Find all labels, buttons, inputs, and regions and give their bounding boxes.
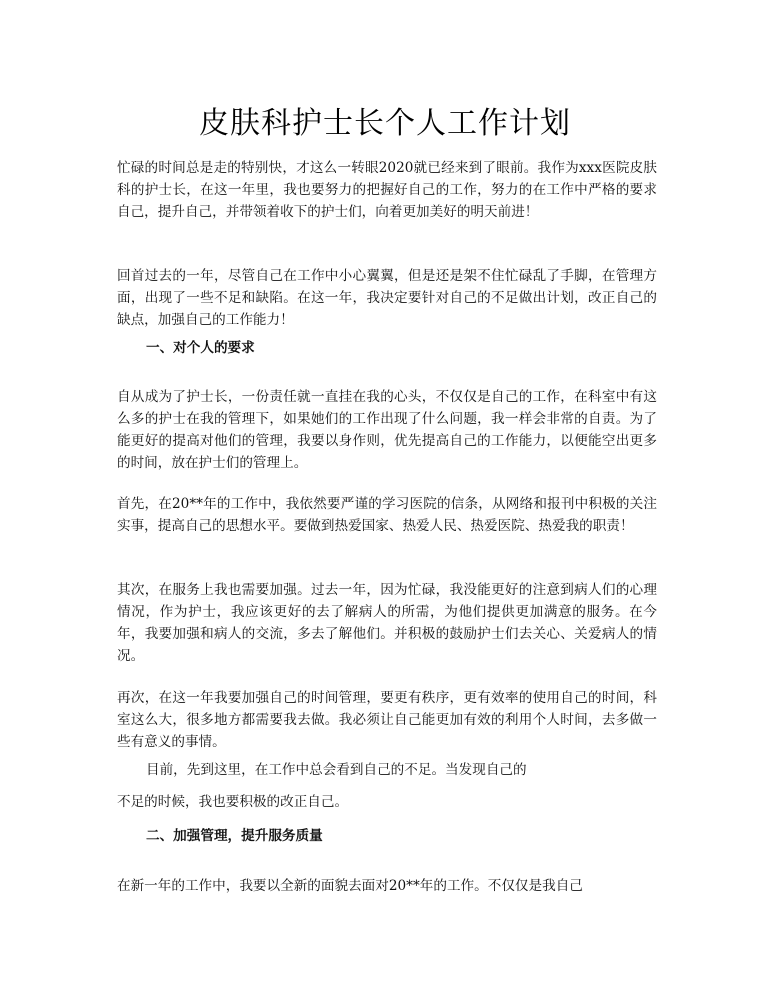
paragraph-review: 回首过去的一年，尽管自己在工作中小心翼翼，但是还是架不住忙碌乱了手脚，在管理方面，出现了一些不足和缺陷。在这一年，我决定要针对自己的不足做出计划，改正自己的缺点，加强自己的工作能力！: [117, 268, 657, 328]
section-heading-personal-requirements: 一、对个人的要求: [146, 340, 255, 356]
paragraph-current: 目前，先到这里，在工作中总会看到自己的不足。当发现自己的: [146, 762, 527, 778]
paragraph-first: 首先，在20**年的工作中，我依然要严谨的学习医院的信条，从网络和报刊中积极的关注实事，提高自己的思想水平。要做到热爱国家、热爱人民、热爱医院、热爱我的职责！: [117, 496, 657, 534]
paragraph-third: 再次，在这一年我要加强自己的时间管理，要更有秩序，更有效率的使用自己的时间，科室这么大，很多地方都需要我去做。我必须让自己能更加有效的利用个人时间，去多做一些有意义的事情。: [117, 690, 657, 750]
paragraph-correct-shortcomings: 不足的时候，我也要积极的改正自己。: [117, 794, 349, 810]
paragraph-second: 其次，在服务上我也需要加强。过去一年，因为忙碌，我没能更好的注意到病人们的心理情况，作为护士，我应该更好的去了解病人的所需，为他们提供更加满意的服务。在今年，我要加强和病人的交流，多去了解他们。并积极的鼓励护士们去关心、关爱病人的情况。: [117, 582, 657, 664]
paragraph-responsibility: 自从成为了护士长，一份责任就一直挂在我的心头，不仅仅是自己的工作，在科室中有这么多的护士在我的管理下，如果她们的工作出现了什么问题，我一样会非常的自责。为了能更好的提高对他们的管理，我要以身作则，优先提高自己的工作能力，以便能空出更多的时间，放在护士们的管理上。: [117, 389, 657, 471]
paragraph-intro: 忙碌的时间总是走的特别快，才这么一转眼2020就已经来到了眼前。我作为xxx医院皮肤科的护士长，在这一年里，我也要努力的把握好自己的工作，努力的在工作中严格的要求自己，提升自己，并带领着收下的护士们，向着更加美好的明天前进！: [117, 160, 657, 220]
document-title: 皮肤科护士长个人工作计划: [199, 106, 571, 142]
section-heading-management: 二、加强管理，提升服务质量: [146, 828, 323, 844]
paragraph-new-year: 在新一年的工作中，我要以全新的面貌去面对20**年的工作。不仅仅是我自己: [117, 878, 583, 894]
